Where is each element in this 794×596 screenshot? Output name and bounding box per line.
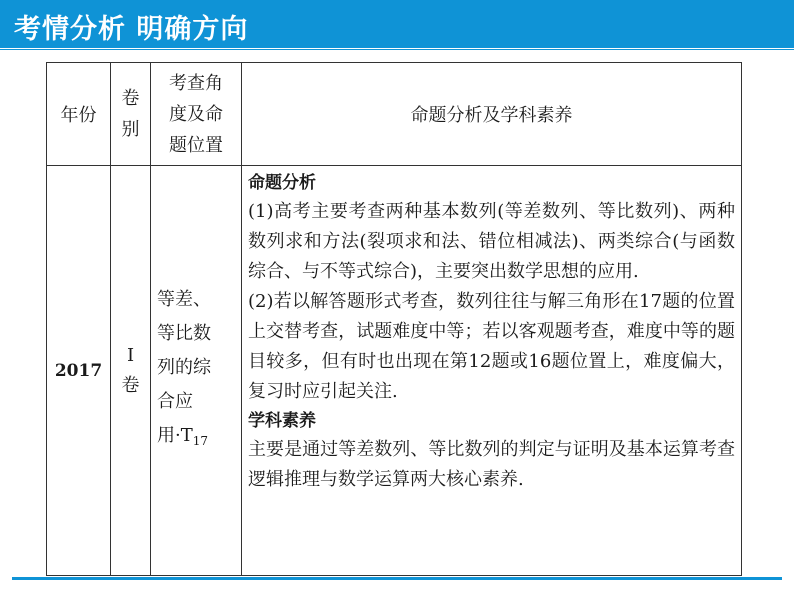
header-volume-line: 卷 xyxy=(121,88,140,109)
header-topic xyxy=(151,63,242,166)
header-banner xyxy=(0,0,794,48)
topic-line-last xyxy=(157,419,241,458)
cell-topic xyxy=(151,166,242,576)
header-volume-line: 别 xyxy=(121,119,140,140)
page-title: 考情分析 明确方向 xyxy=(14,14,249,45)
header-topic-line: 题位置 xyxy=(169,134,223,156)
topic-last-text: 用·T xyxy=(157,425,193,446)
literacy-paragraph: 主要是通过等差数列、等比数列的判定与证明及基本运算考查逻辑推理与数学运算两大核心素养. xyxy=(248,439,735,490)
topic-line: 合应 xyxy=(157,391,193,412)
header-divider xyxy=(0,49,794,50)
cell-volume xyxy=(111,166,151,576)
bottom-divider xyxy=(12,577,782,580)
cell-analysis xyxy=(242,166,742,576)
topic-line: 列的综 xyxy=(157,357,211,378)
topic-line: 等比数 xyxy=(157,323,211,344)
cell-year: 2017 xyxy=(47,166,111,576)
volume-line: 卷 xyxy=(121,374,140,396)
header-year: 年份 xyxy=(47,63,111,166)
topic-line: 等差、 xyxy=(157,289,211,310)
section-title-proposition: 命题分析 xyxy=(248,173,316,193)
section-title-literacy: 学科素养 xyxy=(248,411,316,431)
header-topic-line: 考查角 xyxy=(169,72,223,94)
analysis-table xyxy=(46,62,742,576)
header-volume xyxy=(111,63,151,166)
analysis-paragraph-1: (1)高考主要考查两种基本数列(等差数列、等比数列)、两种数列求和方法(裂项求和法、错位相减法)、两类综合(与函数综合、与不等式综合)，主要突出数学思想的应用. xyxy=(248,201,735,282)
header-analysis: 命题分析及学科素养 xyxy=(242,63,742,166)
topic-subscript: 17 xyxy=(192,434,209,448)
header-topic-line: 度及命 xyxy=(169,103,223,125)
analysis-paragraph-2: (2)若以解答题形式考查，数列往往与解三角形在17题的位置上交替考查，试题难度中等；若以客观题考查，难度中等的题目较多，但有时也出现在第12题或16题位置上，难度偏大，复习时应引起关注. xyxy=(248,291,735,402)
table-header-row xyxy=(47,63,742,166)
table-row xyxy=(47,166,742,576)
volume-line: Ⅰ xyxy=(126,344,135,366)
